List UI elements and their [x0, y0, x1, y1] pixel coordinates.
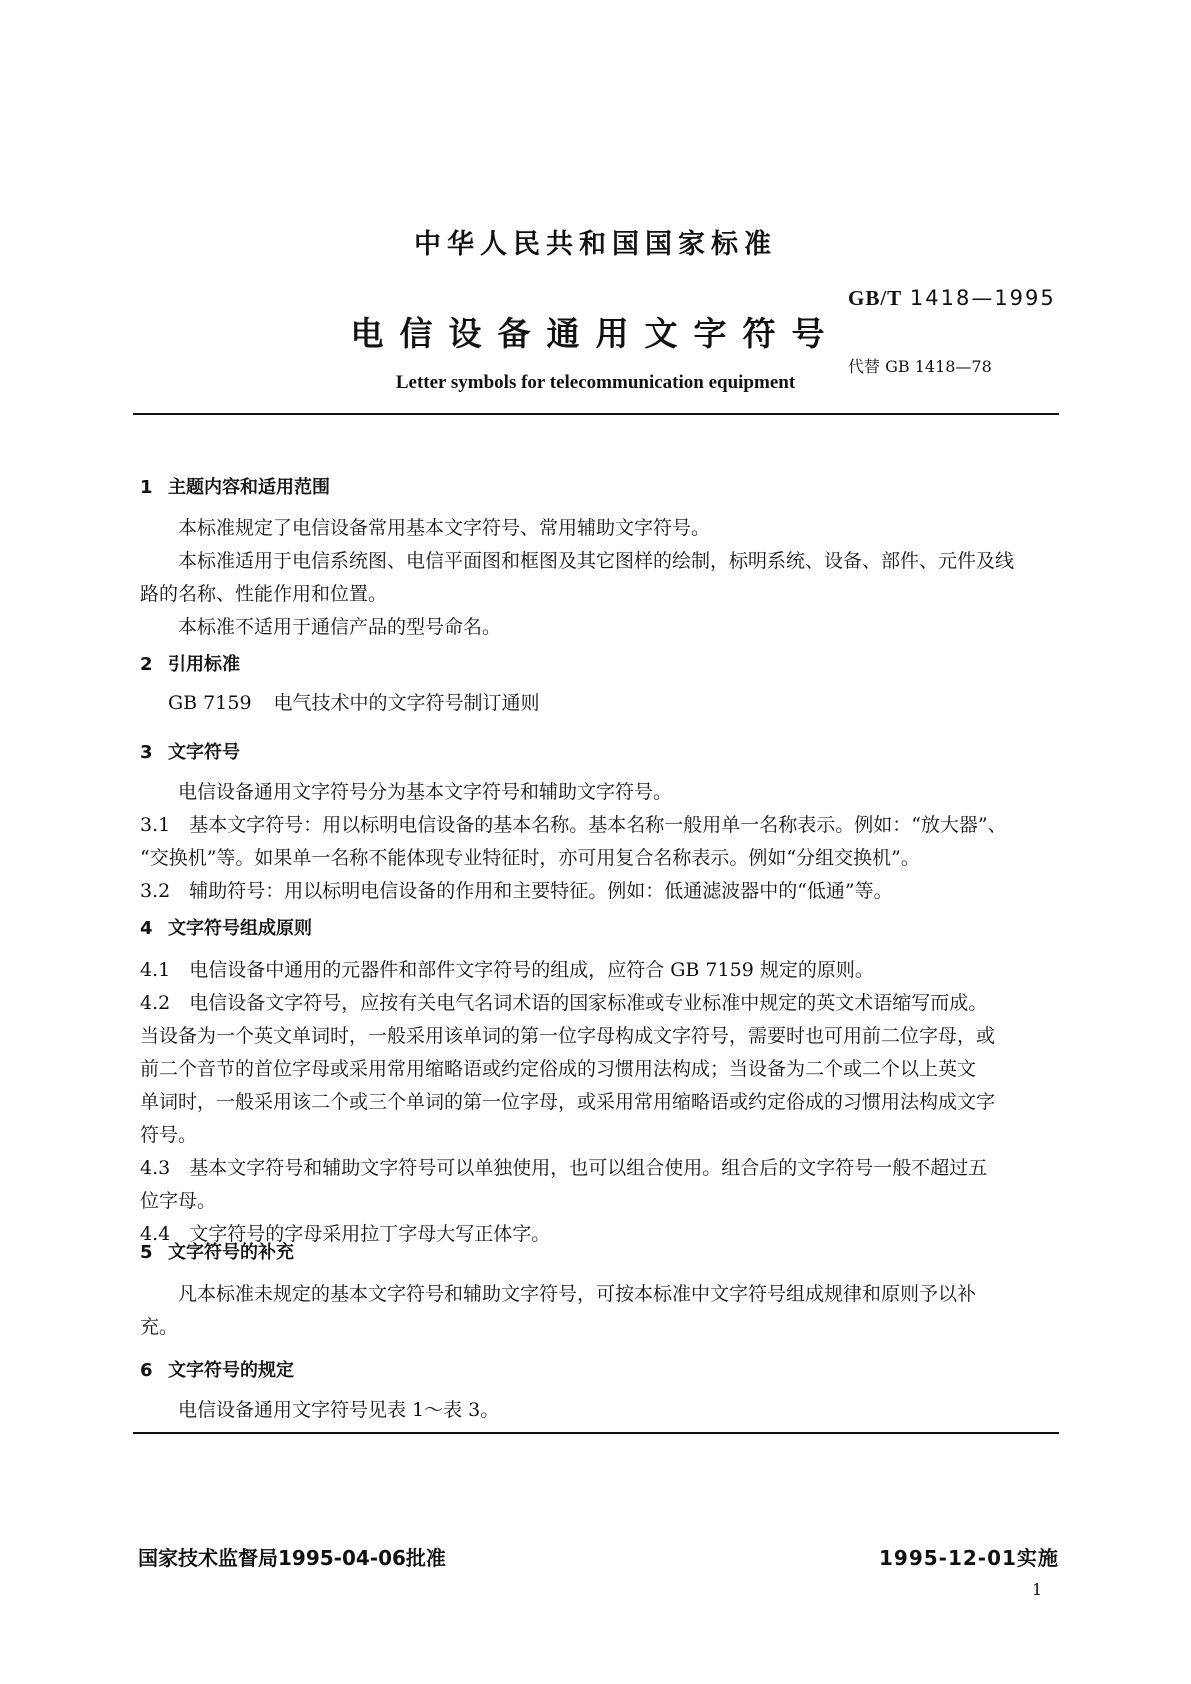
effective-date: 1995-12-01实施 — [879, 1546, 1059, 1570]
clause-3-2: 3.2 辅助符号：用以标明电信设备的作用和主要特征。例如：低通滤波器中的“低通”等。 — [140, 880, 893, 902]
replaces-note: 代替 GB 1418—78 — [848, 357, 992, 376]
section-number: 6 — [140, 1360, 153, 1381]
reference-code: GB 7159 — [168, 692, 252, 714]
section-number: 5 — [140, 1242, 153, 1263]
clause-4-3-cont: 位字母。 — [140, 1190, 217, 1212]
section-5-heading — [140, 1238, 294, 1264]
clause-3-1-cont: “交换机”等。如果单一名称不能体现专业特征时，亦可用复合名称表示。例如“分组交换机”。 — [140, 847, 920, 869]
paragraph: 本标准适用于电信系统图、电信平面图和框图及其它图样的绘制，标明系统、设备、部件、元件及线 — [178, 550, 1015, 572]
clause-4-2-cont: 符号。 — [140, 1124, 198, 1146]
section-1-heading — [140, 473, 330, 499]
standard-org: 中华人民共和国国家标准 — [414, 229, 777, 260]
section-number: 4 — [140, 918, 153, 939]
paragraph: 路的名称、性能作用和位置。 — [140, 583, 388, 605]
section-6-body — [140, 1394, 1062, 1427]
section-4-heading — [140, 914, 312, 940]
section-6-heading — [140, 1356, 294, 1382]
section-number: 2 — [140, 654, 153, 675]
approval-note: 国家技术监督局1995-04-06批准 — [138, 1546, 446, 1570]
section-2-heading — [140, 650, 240, 676]
section-title: 文字符号的规定 — [168, 1360, 294, 1381]
standard-prefix: GB/T — [848, 286, 903, 310]
reference-item — [168, 690, 540, 716]
clause-4-1: 4.1 电信设备中通用的元器件和部件文字符号的组成，应符合 GB 7159 规定的原则。 — [140, 959, 874, 981]
title-en: Letter symbols for telecommunication equipment — [395, 372, 796, 393]
title-cn: 电信设备通用文字符号 — [350, 314, 841, 353]
section-title: 文字符号组成原则 — [168, 918, 312, 939]
standard-code: 1418—1995 — [909, 286, 1056, 310]
section-4-body — [140, 954, 1062, 1251]
clause-4-2: 4.2 电信设备文字符号，应按有关电气名词术语的国家标准或专业标准中规定的英文术语缩写而成。 — [140, 992, 988, 1014]
paragraph: 充。 — [140, 1316, 179, 1338]
section-3-body — [140, 776, 1062, 908]
paragraph: 电信设备通用文字符号分为基本文字符号和辅助文字符号。 — [178, 781, 673, 803]
clause-4-2-cont: 当设备为一个英文单词时，一般采用该单词的第一位字母构成文字符号，需要时也可用前二位字母，或 — [140, 1025, 996, 1047]
section-5-body — [140, 1278, 1062, 1344]
page-number: 1 — [1032, 1580, 1043, 1599]
header-rule — [133, 413, 1059, 415]
section-1-body — [140, 512, 1062, 644]
reference-title: 电气技术中的文字符号制订通则 — [273, 692, 540, 714]
section-3-heading — [140, 738, 240, 764]
clause-4-2-cont: 前二个音节的首位字母或采用常用缩略语或约定俗成的习惯用法构成；当设备为二个或二个以上英文 — [140, 1058, 977, 1080]
footer-rule — [133, 1432, 1059, 1434]
paragraph: 本标准不适用于通信产品的型号命名。 — [178, 616, 502, 638]
paragraph: 凡本标准未规定的基本文字符号和辅助文字符号，可按本标准中文字符号组成规律和原则予以补 — [178, 1283, 977, 1305]
section-title: 引用标准 — [168, 654, 240, 675]
paragraph: 电信设备通用文字符号见表 1～表 3。 — [178, 1399, 500, 1421]
clause-4-4: 4.4 文字符号的字母采用拉丁字母大写正体字。 — [140, 1223, 551, 1245]
section-title: 文字符号 — [168, 742, 240, 763]
clause-4-3: 4.3 基本文字符号和辅助文字符号可以单独使用，也可以组合使用。组合后的文字符号一般不超过五 — [140, 1157, 988, 1179]
section-title: 文字符号的补充 — [168, 1242, 294, 1263]
clause-4-2-cont: 单词时，一般采用该二个或三个单词的第一位字母，或采用常用缩略语或约定俗成的习惯用法构成文字 — [140, 1091, 996, 1113]
paragraph: 本标准规定了电信设备常用基本文字符号、常用辅助文字符号。 — [178, 517, 711, 539]
section-title: 主题内容和适用范围 — [168, 477, 330, 498]
section-number: 3 — [140, 742, 153, 763]
clause-3-1: 3.1 基本文字符号：用以标明电信设备的基本名称。基本名称一般用单一名称表示。例如：“放大器”、 — [140, 814, 1007, 836]
section-number: 1 — [140, 477, 153, 498]
